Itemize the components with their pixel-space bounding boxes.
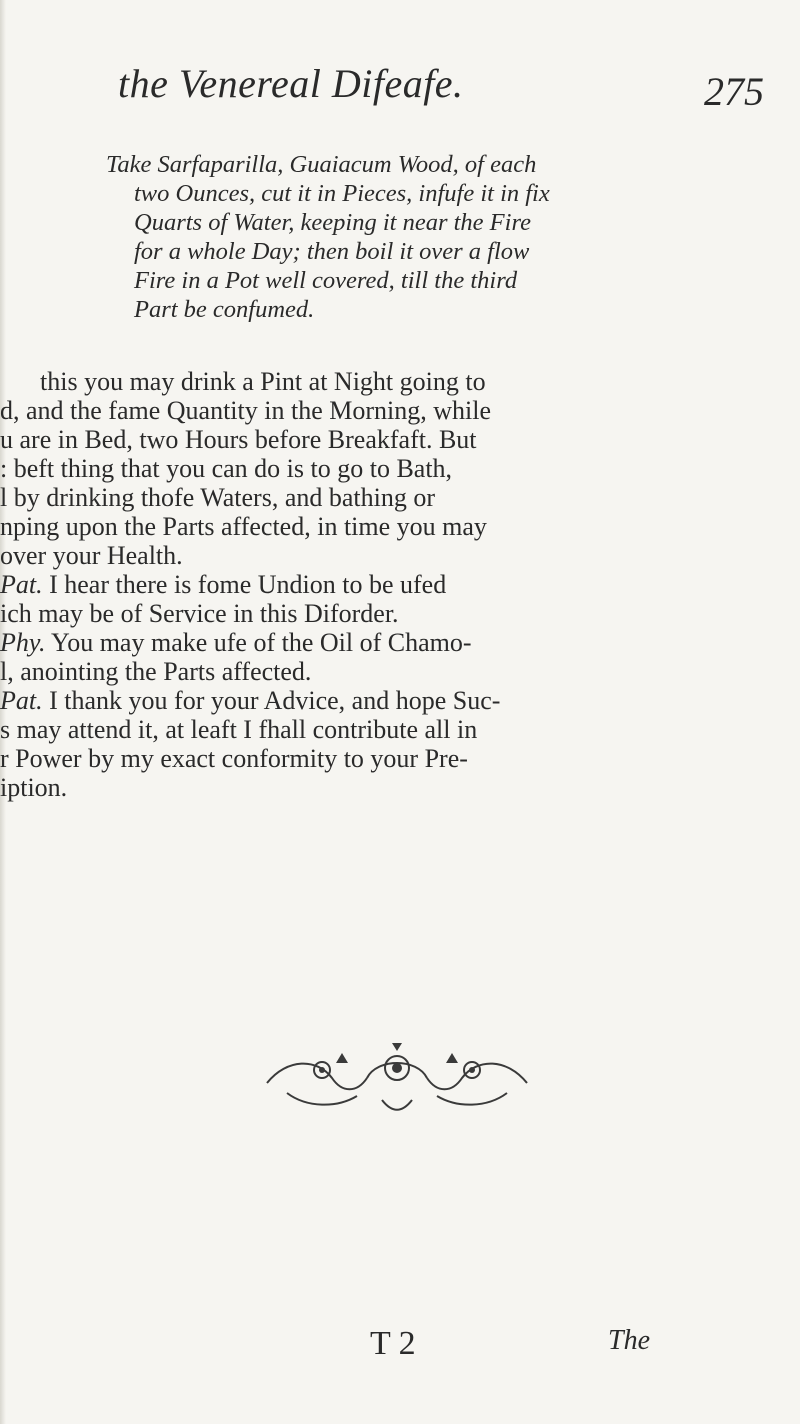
recipe-line: Take Sarfaparilla, Guaiacum Wood, of each xyxy=(106,151,537,178)
dialogue-line xyxy=(0,599,780,628)
speaker-label: Pat. xyxy=(0,570,43,599)
dialogue-text: I hear there is fome Undion to be ufed xyxy=(42,570,447,599)
dialogue-text: iption. xyxy=(0,773,68,802)
body-text xyxy=(0,367,780,802)
speaker-label: Phy. xyxy=(0,628,46,657)
recipe-block xyxy=(106,150,756,324)
body-line: over your Health. xyxy=(0,541,183,570)
recipe-line: Part be confumed. xyxy=(134,296,315,323)
dialogue-text: s may attend it, at leaft I fhall contribute all in xyxy=(0,715,478,744)
recipe-line: for a whole Day; then boil it over a flow xyxy=(134,238,530,265)
dialogue-line xyxy=(0,686,780,715)
speaker-label: Pat. xyxy=(0,686,43,715)
recipe-line: Fire in a Pot well covered, till the third xyxy=(134,267,518,294)
body-line: d, and the fame Quantity in the Morning, while xyxy=(0,396,492,425)
dialogue-text: l, anointing the Parts affected. xyxy=(0,657,312,686)
floral-tailpiece-icon xyxy=(247,1038,547,1118)
dialogue-line xyxy=(0,715,780,744)
signature-mark: T 2 xyxy=(370,1325,416,1362)
dialogue-line xyxy=(0,628,780,657)
catchword: The xyxy=(608,1325,650,1356)
dialogue-line xyxy=(0,773,780,802)
dialogue-line xyxy=(0,657,780,686)
dialogue-text: ich may be of Service in this Diforder. xyxy=(0,599,399,628)
body-line: nping upon the Parts affected, in time you may xyxy=(0,512,487,541)
running-head: the Venereal Difeafe. xyxy=(118,61,464,106)
body-line: l by drinking thofe Waters, and bathing or xyxy=(0,483,436,512)
dialogue-text: r Power by my exact conformity to your Pre- xyxy=(0,744,468,773)
recipe-line: two Ounces, cut it in Pieces, infufe it in fix xyxy=(134,180,550,207)
body-line: this you may drink a Pint at Night going to xyxy=(40,367,486,396)
page-number: 275 xyxy=(704,69,764,114)
recipe-line: Quarts of Water, keeping it near the Fire xyxy=(134,209,531,236)
body-line: : beft thing that you can do is to go to Bath, xyxy=(0,454,453,483)
dialogue-text: I thank you for your Advice, and hope Suc- xyxy=(42,686,501,715)
dialogue-line xyxy=(0,744,780,773)
dialogue-text: You may make ufe of the Oil of Chamo- xyxy=(45,628,472,657)
dialogue-line xyxy=(0,570,780,599)
body-line: u are in Bed, two Hours before Breakfaft. But xyxy=(0,425,477,454)
